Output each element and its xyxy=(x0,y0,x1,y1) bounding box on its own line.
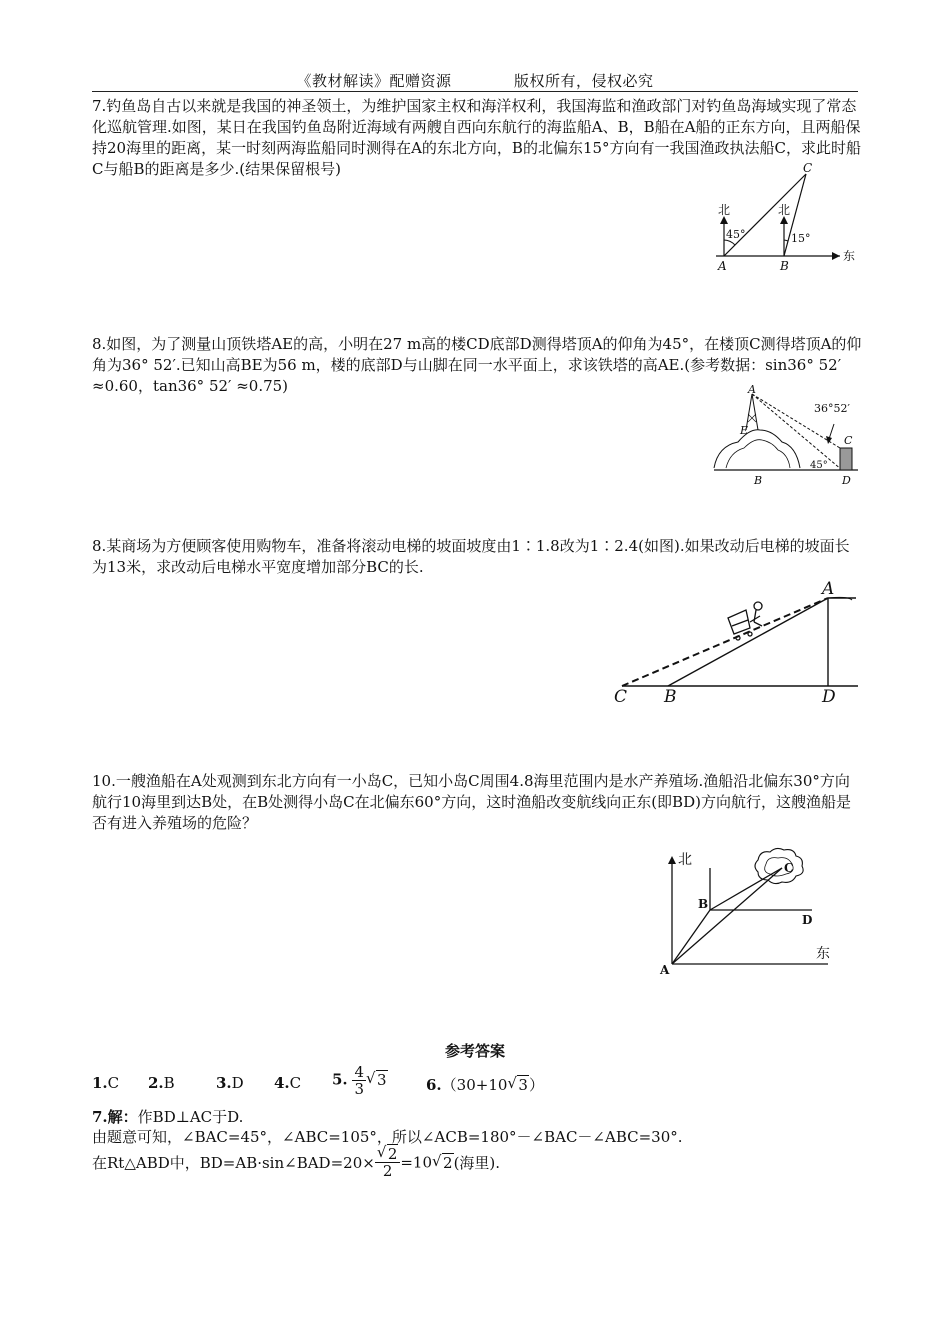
solution-7-line-3: 在Rt△ABD中，BD=AB·sin∠BAD=20× √ $\frac{2}{2}$ =10√ 2(海里). xyxy=(92,1146,500,1192)
solution-7-label: 7.解： xyxy=(92,1108,138,1126)
fig7-angle-15: 15° xyxy=(791,232,811,245)
question-10-text: 10.一艘渔船在A处观测到东北方向有一小岛C，已知小岛C周围4.8海里范围内是水产养殖场.渔船沿北偏东30°方向航行10海里到达B处，在B处测得小岛C在北偏东60°方向，这时渔船改变航线向正东(即BD)方向航行，这艘渔船是否有进入养殖场的危险？ xyxy=(92,772,851,832)
fig7-north-b: 北 xyxy=(778,203,791,217)
question-8b-text: 8.某商场为方便顾客使用购物车，准备将滚动电梯的坡面坡度由1∶1.8改为1∶2.4(如图).如果改动后电梯的坡面长为13米，求改动后电梯水平宽度增加部分BC的长. xyxy=(92,537,850,576)
answer-5-fraction: $\frac{4}{3}$ xyxy=(354,1063,364,1098)
question-7-text: 7.钓鱼岛自古以来就是我国的神圣领土，为维护国家主权和海洋权利，我国海监和渔政部门对钓鱼岛海域实现了常态化巡航管理.如图，某日在我国钓鱼岛附近海域有两艘自西向东航行的海监船A、B，B船在A船的正东方向，且两船保持20海里的距离，某一时刻两海监船同时测得在A的东北方向，B的北偏东15°方向有一我国渔政执法船C，求此时船C与船B的距离是多少.(结果保留根号) xyxy=(92,97,862,178)
answer-3: 3.D xyxy=(216,1074,244,1092)
fig7-label-c: C xyxy=(803,161,813,175)
fig10-label-d: D xyxy=(802,913,813,927)
fig8a-label-a: A xyxy=(748,384,756,396)
fig10-label-b: B xyxy=(698,897,709,911)
answer-6: 6.（30+10√ 3） xyxy=(426,1074,544,1095)
fig8a-label-e: E xyxy=(740,424,749,437)
solution-7-root: √ 2 xyxy=(432,1154,454,1172)
fig8b-label-b: B xyxy=(664,687,677,707)
question-8a-figure xyxy=(708,384,868,490)
fig10-label-a: A xyxy=(660,963,670,977)
fig7-label-b: B xyxy=(780,259,789,273)
question-10-figure xyxy=(656,846,846,978)
answers-title: 参考答案 xyxy=(444,1042,505,1060)
fig7-east: 东 xyxy=(843,249,856,263)
solution-7-fraction: √ $\frac{2}{2}$ xyxy=(375,1146,401,1179)
fig7-north-a: 北 xyxy=(718,203,731,217)
fig10-north: 北 xyxy=(678,852,692,868)
solution-7-line-1: 7.解：作BD⊥AC于D. xyxy=(92,1108,244,1126)
answer-1: 1.C xyxy=(92,1074,120,1092)
answer-6-root: √ 3 xyxy=(507,1076,529,1094)
answer-5: 5. $\frac{4}{3}$ √ 3 xyxy=(332,1064,388,1097)
answer-4: 4.C xyxy=(274,1074,302,1092)
header-copyright: 版权所有，侵权必究 xyxy=(514,72,654,90)
fig10-label-c: C xyxy=(784,861,794,875)
answer-2: 2.B xyxy=(148,1074,175,1092)
fig7-angle-45: 45° xyxy=(726,228,746,241)
fig8b-label-c: C xyxy=(614,687,628,707)
question-8b-figure xyxy=(608,578,864,710)
answer-5-root: √ 3 xyxy=(366,1071,388,1089)
fig8b-label-d: D xyxy=(822,687,836,707)
fig8a-label-c: C xyxy=(844,434,853,447)
fig8a-angle-36: 36°52′ xyxy=(814,402,850,415)
question-8a-text: 8.如图，为了测量山顶铁塔AE的高，小明在27 m高的楼CD底部D测得塔顶A的仰角为45°，在楼顶C测得塔顶A的仰角为36° 52′.已知山高BE为56 m，楼的底部D与山脚在同一水平面上，求该铁塔的高AE.(参考数据：sin36° 52′ ≈0.60，tan36° 52′ ≈0.75) xyxy=(92,335,862,395)
header-source: 《教材解读》配赠资源 xyxy=(296,72,452,90)
question-7-figure xyxy=(708,160,868,275)
fig8a-label-b: B xyxy=(754,474,763,487)
header-divider xyxy=(92,91,858,92)
page-header xyxy=(92,70,858,91)
fig8a-angle-45: 45° xyxy=(810,460,828,471)
fig7-label-a: A xyxy=(718,259,727,273)
fig8a-label-d: D xyxy=(842,474,851,487)
fig10-east: 东 xyxy=(816,946,830,962)
fig8b-label-a: A xyxy=(822,579,835,599)
solution-7-line-2: 由题意可知，∠BAC=45°，∠ABC=105°，所以∠ACB=180°－∠BAC－∠ABC=30°. xyxy=(92,1128,683,1146)
